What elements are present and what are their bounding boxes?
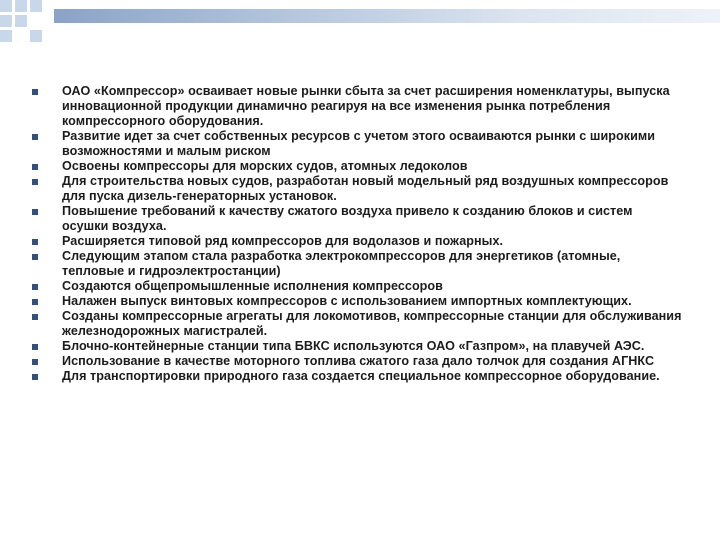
decor-square-4 <box>15 15 27 27</box>
bullet-text: Следующим этапом стала разработка электрокомпрессоров для энергетиков (атомные, тепловые и гидроэлектростанции) <box>62 249 621 278</box>
bullet-text: Для строительства новых судов, разработан новый модельный ряд воздушных компрессоров для пуска дизель-генераторных установок. <box>62 174 669 203</box>
bullet-item <box>32 369 682 384</box>
header-gradient-bar <box>54 9 720 23</box>
bullet-item <box>32 339 682 354</box>
bullet-item <box>32 159 682 174</box>
bullet-text: Расширяется типовой ряд компрессоров для водолазов и пожарных. <box>62 234 504 248</box>
square-bullet-icon <box>32 239 38 245</box>
bullet-item <box>32 354 682 369</box>
square-bullet-icon <box>32 89 38 95</box>
square-bullet-icon <box>32 164 38 170</box>
square-bullet-icon <box>32 374 38 380</box>
bullet-text: Использование в качестве моторного топлива сжатого газа дало толчок для создания АГНКС <box>62 354 655 368</box>
slide-content <box>32 84 682 384</box>
decor-square-3 <box>0 15 12 27</box>
bullet-item <box>32 294 682 309</box>
bullet-list <box>32 84 682 384</box>
decor-square-5 <box>30 0 42 12</box>
decor-square-1 <box>0 0 12 12</box>
bullet-text: Созданы компрессорные агрегаты для локомотивов, компрессорные станции для обслуживания железнодорожных магистралей. <box>62 309 682 338</box>
square-bullet-icon <box>32 344 38 350</box>
bullet-text: Освоены компрессоры для морских судов, атомных ледоколов <box>62 159 468 173</box>
square-bullet-icon <box>32 254 38 260</box>
decor-square-6 <box>0 30 12 42</box>
bullet-item <box>32 234 682 249</box>
bullet-item <box>32 84 682 129</box>
decor-square-7 <box>30 30 42 42</box>
bullet-item <box>32 204 682 234</box>
bullet-item <box>32 309 682 339</box>
bullet-text: Развитие идет за счет собственных ресурсов с учетом этого осваиваются рынки с широкими возможностями и малым риском <box>62 129 656 158</box>
square-bullet-icon <box>32 209 38 215</box>
bullet-text: Создаются общепромышленные исполнения компрессоров <box>62 279 443 293</box>
square-bullet-icon <box>32 299 38 305</box>
bullet-text: Повышение требований к качеству сжатого воздуха привело к созданию блоков и систем осушки воздуха. <box>62 204 633 233</box>
square-bullet-icon <box>32 134 38 140</box>
bullet-item <box>32 249 682 279</box>
bullet-item <box>32 279 682 294</box>
bullet-text: ОАО «Компрессор» осваивает новые рынки сбыта за счет расширения номенклатуры, выпуска инновационной продукции динамично реагируя на все изменения рынка потребления компрессорного оборудования. <box>62 84 670 128</box>
bullet-text: Блочно-контейнерные станции типа БВКС используются ОАО «Газпром», на плавучей АЭС. <box>62 339 645 353</box>
bullet-item <box>32 174 682 204</box>
decor-square-2 <box>15 0 27 12</box>
bullet-item <box>32 129 682 159</box>
square-bullet-icon <box>32 314 38 320</box>
bullet-text: Налажен выпуск винтовых компрессоров с использованием импортных комплектующих. <box>62 294 632 308</box>
square-bullet-icon <box>32 284 38 290</box>
square-bullet-icon <box>32 359 38 365</box>
bullet-text: Для транспортировки природного газа создается специальное компрессорное оборудование. <box>62 369 660 383</box>
square-bullet-icon <box>32 179 38 185</box>
